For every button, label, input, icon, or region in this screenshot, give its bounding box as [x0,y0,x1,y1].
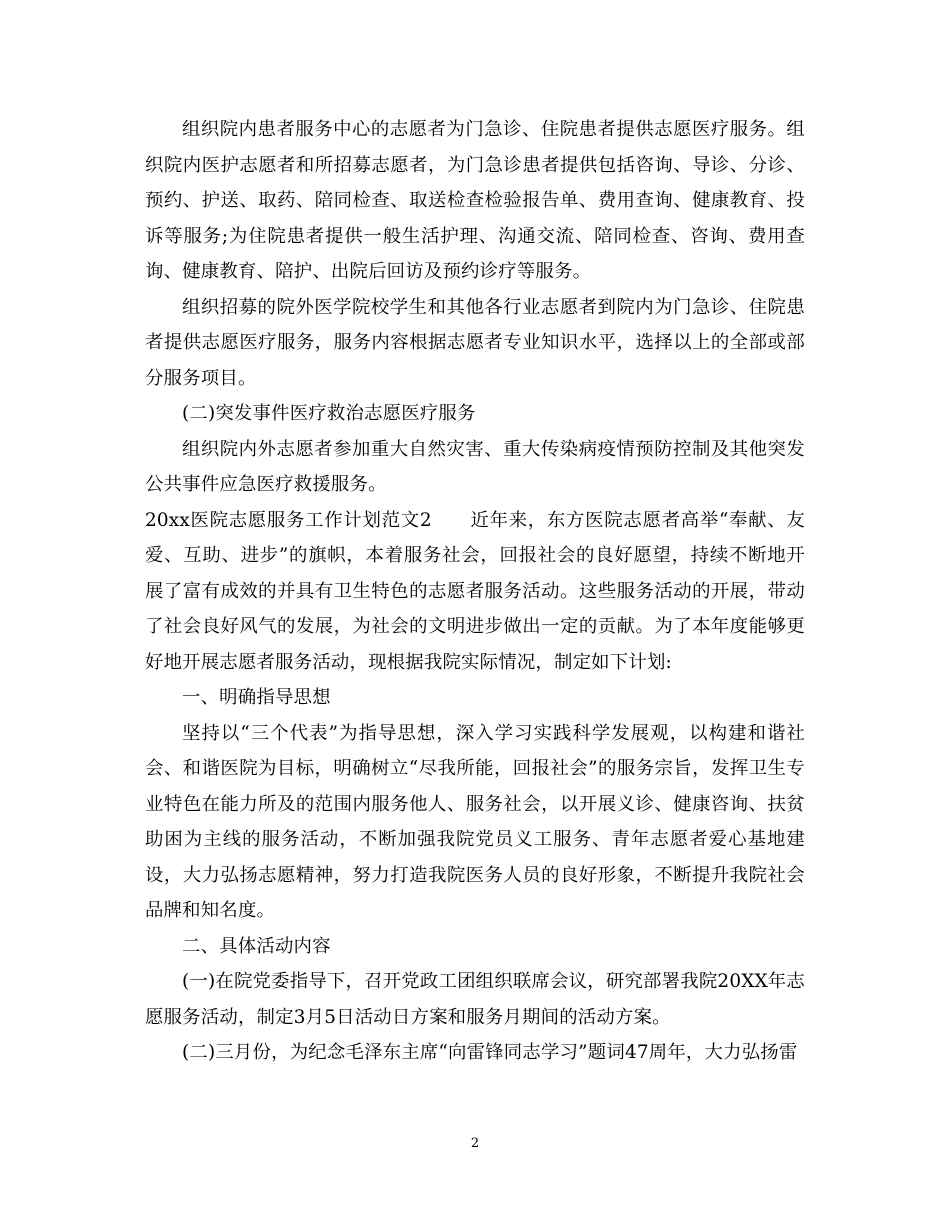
paragraph-plan-sample-2-intro: 20xx医院志愿服务工作计划范文2 近年来，东方医院志愿者高举“奉献、友爱、互助、进步”的旗帜，本着服务社会，回报社会的良好愿望，持续不断地开展了富有成效的并具有卫生特色的志愿者服务活动。这些服务活动的开展，带动了社会良好风气的发展，为社会的文明进步做出一定的贡献。为了本年度能够更好地开展志愿者服务活动，现根据我院实际情况，制定如下计划: [145,509,805,673]
document-body [145,112,805,1071]
section-heading-emergency-services: (二)突发事件医疗救治志愿医疗服务 [182,403,476,424]
section-heading-activities: 二、具体活动内容 [182,935,331,957]
paragraph-emergency-rescue: 组织院内外志愿者参加重大自然灾害、重大传染病疫情预防控制及其他突发公共事件应急医疗救援服务。 [145,438,805,495]
paragraph-guiding-ideology: 坚持以“三个代表”为指导思想，深入学习实践科学发展观，以构建和谐社会、和谐医院为目标，明确树立“尽我所能，回报社会”的服务宗旨，发挥卫生专业特色在能力所及的范围内服务他人、服务社会，以开展义诊、健康咨询、扶贫助困为主线的服务活动，不断加强我院党员义工服务、青年志愿者爱心基地建设，大力弘扬志愿精神，努力打造我院医务人员的良好形象，不断提升我院社会品牌和知名度。 [145,722,805,921]
paragraph-activity-two: (二)三月份，为纪念毛泽东主席“向雷锋同志学习”题词47周年，大力弘扬雷 [182,1042,798,1063]
paragraph-volunteer-services-inpatient: 组织院内患者服务中心的志愿者为门急诊、住院患者提供志愿医疗服务。组织院内医护志愿者和所招募志愿者，为门急诊患者提供包括咨询、导诊、分诊、预约、护送、取药、陪同检查、取送检查检验报告单、费用查询、健康教育、投诉等服务;为住院患者提供一般生活护理、沟通交流、陪同检查、咨询、费用查询、健康教育、陪护、出院后回访及预约诊疗等服务。 [145,119,805,282]
paragraph-external-volunteers: 组织招募的院外医学院校学生和其他各行业志愿者到院内为门急诊、住院患者提供志愿医疗服务，服务内容根据志愿者专业知识水平，选择以上的全部或部分服务项目。 [145,296,805,389]
page-number: 2 [470,1136,480,1151]
section-heading-guiding-ideology: 一、明确指导思想 [182,687,331,708]
paragraph-activity-one: (一)在院党委指导下，召开党政工团组织联席会议，研究部署我院20XX年志愿服务活动，制定3月5日活动日方案和服务月期间的活动方案。 [145,971,805,1028]
